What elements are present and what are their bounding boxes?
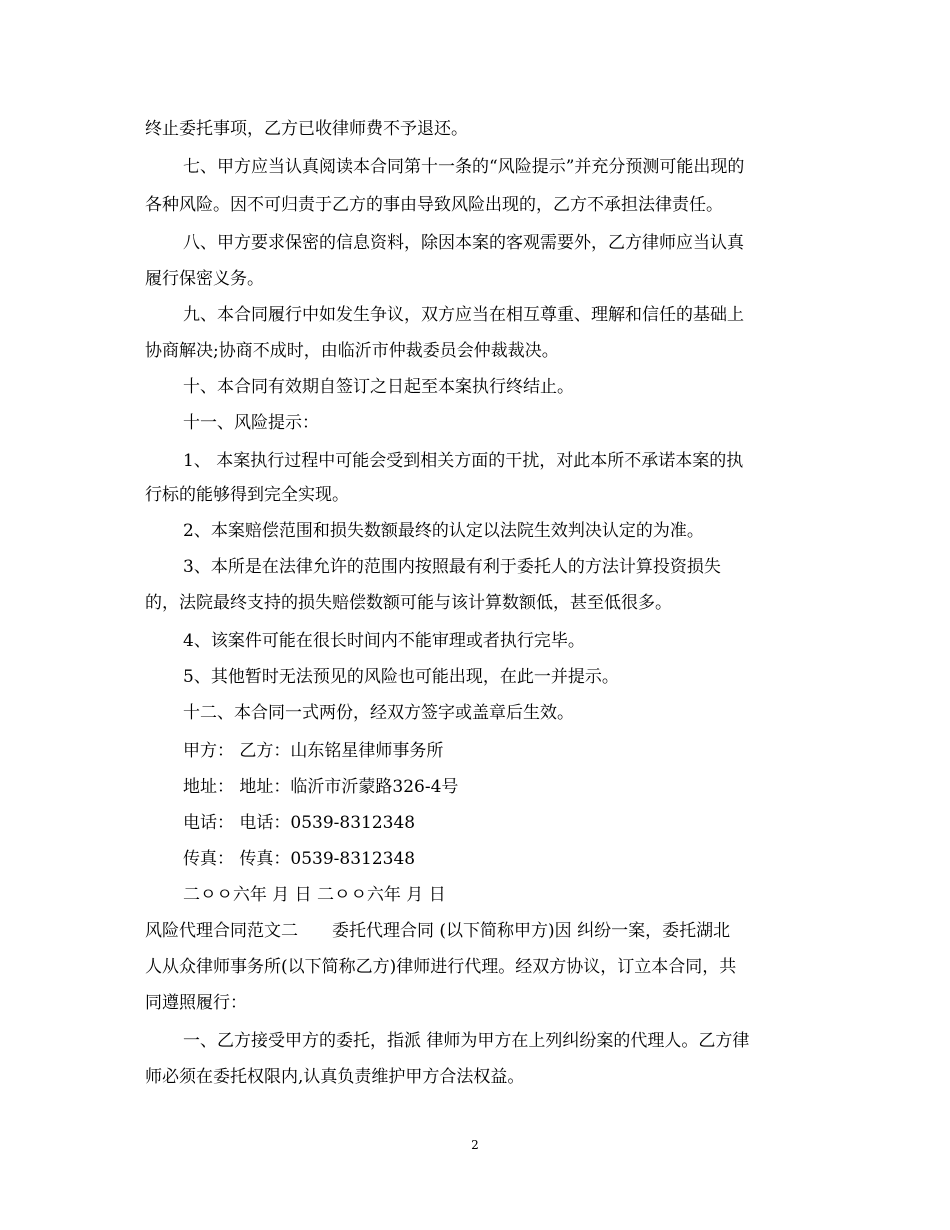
address-line: 地址： 地址：临沂市沂蒙路326-4号 bbox=[183, 777, 459, 797]
paragraph-line: 十二、本合同一式两份，经双方签字或盖章后生效。 bbox=[183, 703, 574, 723]
signature-party-line: 甲方： 乙方：山东铭星律师事务所 bbox=[183, 741, 444, 761]
paragraph-line: 八、甲方要求保密的信息资料，除因本案的客观需要外，乙方律师应当认真 bbox=[183, 233, 744, 253]
paragraph-line: 师必须在委托权限内,认真负责维护甲方合法权益。 bbox=[145, 1067, 525, 1087]
paragraph-line: 协商解决;协商不成时，由临沂市仲裁委员会仲裁裁决。 bbox=[145, 341, 559, 361]
paragraph-line: 七、甲方应当认真阅读本合同第十一条的“风险提示”并充分预测可能出现的 bbox=[183, 157, 745, 177]
paragraph-line: 十、本合同有效期自签订之日起至本案执行终结止。 bbox=[183, 377, 574, 397]
paragraph-line: 5、其他暂时无法预见的风险也可能出现，在此一并提示。 bbox=[183, 667, 619, 687]
fax-line: 传真： 传真：0539-8312348 bbox=[183, 849, 416, 869]
paragraph-line: 终止委托事项，乙方已收律师费不予退还。 bbox=[145, 119, 468, 139]
paragraph-line: 4、该案件可能在很长时间内不能审理或者执行完毕。 bbox=[183, 631, 585, 651]
section-heading-line: 风险代理合同范文二 委托代理合同 (以下简称甲方)因 纠纷一案，委托湖北 bbox=[145, 921, 731, 941]
paragraph-line: 一、乙方接受甲方的委托，指派 律师为甲方在上列纠纷案的代理人。乙方律 bbox=[183, 1031, 750, 1051]
paragraph-line: 2、本案赔偿范围和损失数额最终的认定以法院生效判决认定的为准。 bbox=[183, 521, 704, 541]
paragraph-line: 履行保密义务。 bbox=[145, 269, 264, 289]
paragraph-line: 3、本所是在法律允许的范围内按照最有利于委托人的方法计算投资损失 bbox=[183, 557, 721, 577]
date-line: 二ㅇㅇ六年 月 日 二ㅇㅇ六年 月 日 bbox=[183, 885, 446, 905]
paragraph-line: 人从众律师事务所(以下简称乙方)律师进行代理。经双方协议，订立本合同，共 bbox=[145, 957, 737, 977]
paragraph-line: 各种风险。因不可归责于乙方的事由导致风险出现的，乙方不承担法律责任。 bbox=[145, 195, 723, 215]
page-number: 2 bbox=[471, 1138, 479, 1152]
paragraph-line: 九、本合同履行中如发生争议，双方应当在相互尊重、理解和信任的基础上 bbox=[183, 305, 744, 325]
paragraph-line: 1、 本案执行过程中可能会受到相关方面的干扰，对此本所不承诺本案的执 bbox=[183, 451, 744, 471]
paragraph-line: 十一、风险提示： bbox=[183, 413, 319, 433]
paragraph-line: 的，法院最终支持的损失赔偿数额可能与该计算数额低，甚至低很多。 bbox=[145, 593, 672, 613]
paragraph-line: 行标的能够得到完全实现。 bbox=[145, 485, 349, 505]
paragraph-line: 同遵照履行： bbox=[145, 993, 247, 1013]
phone-line: 电话： 电话：0539-8312348 bbox=[183, 813, 416, 833]
